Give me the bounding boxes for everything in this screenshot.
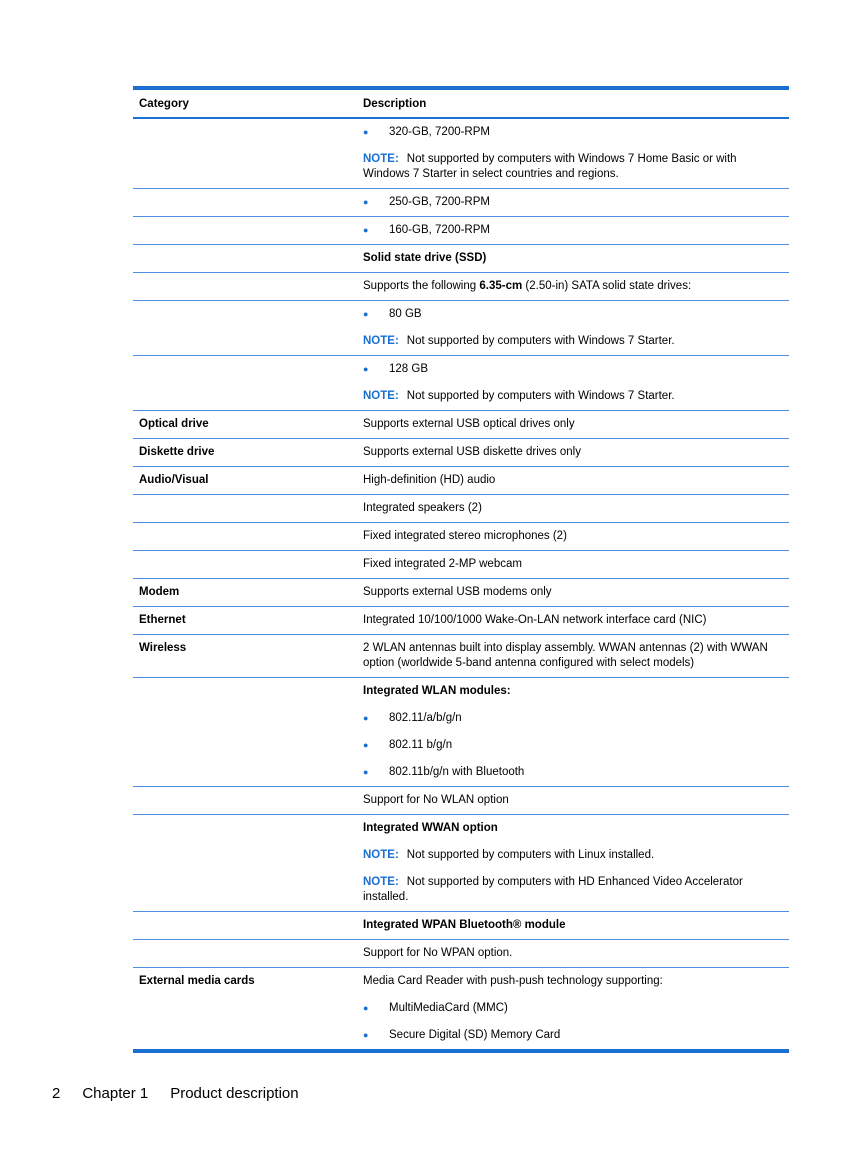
table-row [133,272,789,300]
description-cell [357,912,789,939]
table-row [133,216,789,244]
bullet-icon: ● [363,309,369,319]
bullet-text: 802.11/a/b/g/n [389,712,462,724]
bullet-item [363,732,781,759]
category-cell [133,356,357,410]
category-cell [133,217,357,244]
bullet-text: 128 GB [389,363,428,375]
description-text: Media Card Reader with push-push technology supporting: [363,975,663,987]
table-row [133,119,789,188]
description-cell [357,439,789,466]
category-cell: Wireless [139,642,187,654]
note [363,869,781,911]
description-text: Supports external USB diskette drives only [363,446,581,458]
category-cell [133,189,357,216]
bullet-item [363,1022,781,1049]
bullet-icon: ● [363,127,369,137]
table-row [133,967,789,1049]
description-cell [357,217,789,244]
description-cell [357,273,789,300]
bullet-text: MultiMediaCard (MMC) [389,1002,508,1014]
table-row [133,355,789,410]
table-row [133,911,789,939]
description-text: Fixed integrated stereo microphones (2) [363,530,567,542]
bullet-item [363,705,781,732]
description-text: 2 WLAN antennas built into display assembly. WWAN antennas (2) with WWAN option (worldwide 5-band antenna configured with select models) [363,642,768,669]
bullet-item [363,995,781,1022]
category-cell: External media cards [139,975,255,987]
description-text: Support for No WPAN option. [363,947,513,959]
category-cell [133,245,357,272]
note-label: NOTE: [363,876,399,888]
category-cell [133,301,357,355]
description-text: Integrated speakers (2) [363,502,482,514]
description-cell [357,607,789,634]
table-row [133,606,789,634]
category-cell [133,912,357,939]
description-cell [357,467,789,494]
category-cell: Modem [139,586,180,598]
description-text: High-definition (HD) audio [363,474,496,486]
note [363,146,781,188]
subheading: Integrated WLAN modules: [363,685,511,697]
bullet-icon: ● [363,713,369,723]
header-description: Description [363,97,427,110]
note [363,328,781,355]
spec-table [133,86,789,1053]
description-cell [357,301,789,355]
table-row [133,939,789,967]
category-cell [133,940,357,967]
bullet-text: 320-GB, 7200-RPM [389,126,490,138]
table-row [133,188,789,216]
description-text: Integrated 10/100/1000 Wake-On-LAN network interface card (NIC) [363,614,707,626]
bullet-item [363,217,781,244]
note-label: NOTE: [363,849,399,861]
description-cell [357,635,789,677]
table-row [133,300,789,355]
table-row [133,522,789,550]
text-bold: 6.35-cm [479,280,523,292]
table-header [133,90,789,119]
description-text: Support for No WLAN option [363,794,509,806]
bullet-text: 802.11 b/g/n [389,739,453,751]
description-cell [357,495,789,522]
category-cell [133,678,357,786]
category-cell [133,495,357,522]
bullet-text: 802.11b/g/n with Bluetooth [389,766,525,778]
bullet-item [363,356,781,383]
category-cell: Optical drive [139,418,209,430]
category-cell [133,273,357,300]
description-cell [357,523,789,550]
note-text: Not supported by computers with Windows 7 Home Basic or with Windows 7 Starter in select countries and regions. [363,153,737,180]
table-row [133,410,789,438]
note-text: Not supported by computers with Windows 7 Starter. [406,390,675,402]
table-row [133,786,789,814]
description-cell [357,119,789,188]
description-cell [357,815,789,911]
bullet-item [363,301,781,328]
bullet-icon: ● [363,197,369,207]
table-row [133,466,789,494]
category-cell [133,551,357,578]
description-cell [357,787,789,814]
category-cell [133,787,357,814]
bullet-icon: ● [363,1003,369,1013]
note-text: Not supported by computers with Linux installed. [406,849,655,861]
table-row [133,634,789,677]
chapter-label: Chapter 1 [82,1085,149,1102]
description-cell [357,678,789,786]
bullet-text: Secure Digital (SD) Memory Card [389,1029,561,1041]
description-cell [357,245,789,272]
note-label: NOTE: [363,335,399,347]
description-text: Supports external USB modems only [363,586,552,598]
note-label: NOTE: [363,390,399,402]
description-cell [357,411,789,438]
description-cell [357,356,789,410]
text-post: (2.50-in) SATA solid state drives: [522,280,692,292]
description-cell [357,189,789,216]
table-row [133,494,789,522]
bullet-icon: ● [363,767,369,777]
description-cell [357,940,789,967]
description-cell [357,579,789,606]
table-row [133,677,789,786]
table-row [133,244,789,272]
bullet-item [363,189,781,216]
chapter-title: Product description [170,1085,299,1102]
page-number: 2 [52,1085,61,1102]
subheading: Solid state drive (SSD) [363,252,487,264]
subheading: Integrated WPAN Bluetooth® module [363,919,566,931]
text-pre: Supports the following [363,280,480,292]
bullet-icon: ● [363,1030,369,1040]
bullet-item [363,759,781,786]
description-cell [357,968,789,1049]
table-row [133,550,789,578]
note-text: Not supported by computers with Windows 7 Starter. [406,335,675,347]
bullet-text: 80 GB [389,308,422,320]
category-cell: Diskette drive [139,446,215,458]
note-label: NOTE: [363,153,399,165]
subheading: Integrated WWAN option [363,822,498,834]
note-text: Not supported by computers with HD Enhanced Video Accelerator installed. [363,876,743,903]
bullet-icon: ● [363,364,369,374]
description-text [363,273,781,300]
bullet-text: 250-GB, 7200-RPM [389,196,490,208]
note [363,842,781,869]
header-category: Category [139,97,189,110]
category-cell [133,119,357,188]
table-body [133,119,789,1049]
bullet-icon: ● [363,740,369,750]
description-text: Fixed integrated 2-MP webcam [363,558,522,570]
category-cell [133,815,357,911]
category-cell [133,523,357,550]
table-row [133,814,789,911]
bullet-item [363,119,781,146]
note [363,383,781,410]
table-row [133,578,789,606]
description-cell [357,551,789,578]
description-text: Supports external USB optical drives only [363,418,575,430]
bullet-icon: ● [363,225,369,235]
category-cell: Ethernet [139,614,186,626]
bullet-text: 160-GB, 7200-RPM [389,224,490,236]
page-footer [52,1085,299,1102]
category-cell: Audio/Visual [139,474,209,486]
table-row [133,438,789,466]
